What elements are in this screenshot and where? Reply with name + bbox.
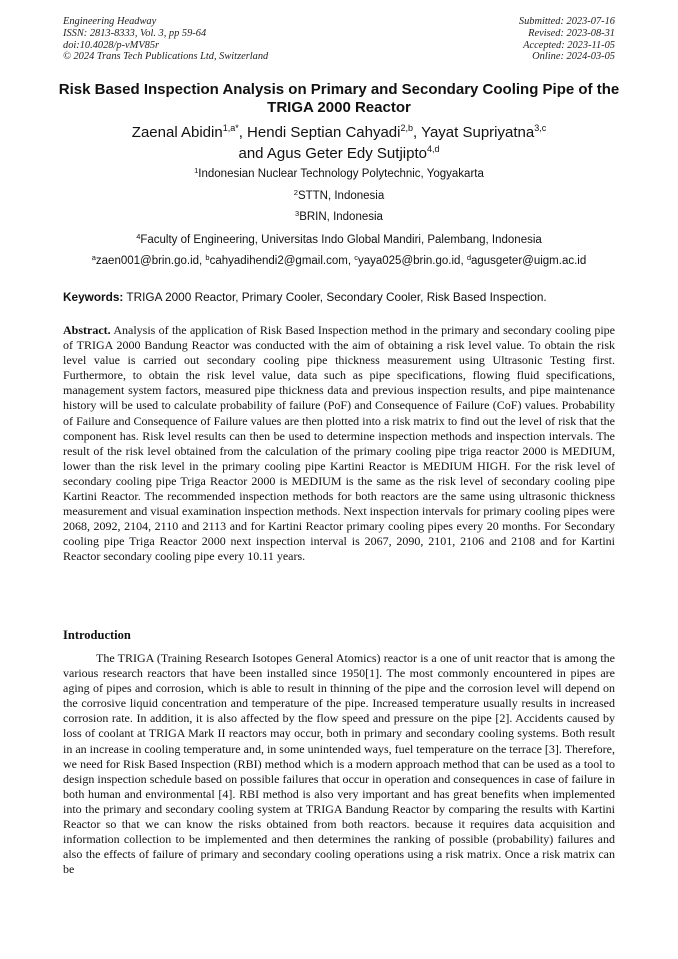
abstract [63, 323, 615, 565]
affiliation [40, 210, 638, 224]
keywords [63, 290, 623, 304]
abstract-label: Abstract. [63, 323, 111, 337]
publication-dates [519, 16, 615, 63]
affiliation-text: BRIN, Indonesia [299, 211, 383, 223]
author-name: Zaenal Abidin [131, 124, 223, 141]
journal-info [63, 16, 268, 63]
author-sup: 3,c [534, 123, 547, 133]
email-link[interactable]: zaen001@brin.go.id [95, 255, 200, 267]
affiliation-sup: 1 [194, 166, 199, 175]
email-link[interactable]: yaya025@brin.go.id [357, 255, 461, 267]
journal-issn: ISSN: 2813-8333, Vol. 3, pp 59-64 [63, 27, 207, 39]
author-emails: $^a$zaen001@brin.go.id, $^b$cahyadihendi2@gmail.com, $^c$yaya025@brin.go.id, $^d$agusgeter@uigm.ac.id [91, 253, 587, 267]
affiliation-text: STTN, Indonesia [297, 190, 385, 202]
affiliation [40, 233, 638, 247]
paper-title: Risk Based Inspection Analysis on Primary and Secondary Cooling Pipe of the TRIGA 2000 Reactor [58, 81, 620, 116]
email-sup: a [91, 253, 96, 262]
email-link[interactable]: agusgeter@uigm.ac.id [471, 255, 587, 267]
author-sep: and [238, 145, 267, 162]
affiliation [40, 189, 638, 203]
abstract-text: Analysis of the application of Risk Based Inspection method in the primary and secondary cooling pipe of TRIGA 2000 Bandung Reactor was conducted with the aim of obtaining a risk level value. To obtain the risk level value is carried out secondary cooling pipe thickness measurement using Ultrasonic Testing first. Furthermore, to obtain the risk level value, data such as pipe specifications, flowing fluid specifications, management system factors, measured pipe thickness data and previous inspection results, and pipe maintenance history will be used to calculate probability of failure (PoF) and Consequence of Failure (CoF) values. Probability of Failure and Consequence of Failure values are then plotted into a risk matrix to find out the level of risk that the component has. Risk level results can then be used to determine inspection methods and inspection intervals. The result of the risk level obtained from the calculation of the primary cooling pipe triga reactor 2000 is MEDIUM, lower than the risk level in the primary cooling pipe Kartini Reactor is MEDIUM HIGH. For the risk level of secondary cooling pipe Triga Reactor 2000 is MEDIUM is the same as the risk level of secondary cooling pipe Kartini Reactor. The recommended inspection methods for both reactors are the same using ultrasonic thickness measurement and visual examination inspection methods. Next inspection intervals for primary cooling pipes were 2068, 2092, 2104, 2110 and 2113 and for Kartini Reactor primary cooling pipes every 20 months. For Secondary cooling pipe Triga Reactor 2000 next inspection interval is 2067, 2090, 2101, 2106 and 2108 and for Kartini Reactor secondary cooling pipe every 10.11 years. [63, 323, 616, 564]
author-sep: , [238, 124, 248, 141]
email-sup: b [205, 253, 210, 262]
keywords-label: Keywords: [63, 290, 124, 304]
affiliation [40, 167, 638, 181]
affiliation-sup: 3 [295, 209, 300, 218]
date-accepted: Accepted: 2023-11-05 [523, 39, 615, 51]
affiliation-text: Indonesian Nuclear Technology Polytechnic, Yogyakarta [198, 168, 484, 180]
affiliation-sup: 2 [293, 188, 298, 197]
email-sup: c [354, 253, 358, 262]
author-sup: 4,d [426, 144, 440, 154]
journal-doi: doi:10.4028/p-vMV85r [63, 39, 160, 51]
affiliation-text: Faculty of Engineering, Universitas Indo Global Mandiri, Palembang, Indonesia [140, 234, 542, 246]
author-sup: 2,b [400, 123, 413, 133]
journal-copyright: © 2024 Trans Tech Publications Ltd, Switzerland [63, 51, 269, 63]
date-submitted: Submitted: 2023-07-16 [518, 16, 615, 27]
date-online: Online: 2024-03-05 [532, 51, 615, 63]
email-sup: d [466, 253, 471, 262]
author-name: Hendi Septian Cahyadi [247, 124, 401, 141]
section-heading-introduction: Introduction [63, 628, 131, 642]
introduction-paragraph: The TRIGA (Training Research Isotopes General Atomics) reactor is a one of unit reactor that is among the various research reactors that have been installed since 1950[1]. The most commonly encountered in pipes are aging of pipes and corrosion, which is able to result in thinning of the pipe and the corrosion level will depend on the corrosive liquid concentration and temperature of the pipe. Increased temperature usually results in increased corrosion rate. In addition, it is also affected by the flow speed and pressure on the pipe [2]. Accidents caused by loss of coolant at TRIGA Mark II reactors may occur, both in primary and secondary cooling systems. Both result in an increase in cooling temperature and, in some unintended ways, fuel temperature on the terrace [3]. Therefore, we need for Risk Based Inspection (RBI) method which is a modern approach method that can be used as a tool to design inspection schedule based on possible failures that occur in operation and consequences in case of failure in both human and environmental [4]. RBI method is also very important and has great benefits when implemented into the primary and secondary cooling system at TRIGA Bandung Reactor by comparing the results with Kartini Reactor so that we can know the risks obtained from both reactors. because it requires data acquisition and information collection to be implemented and then determines the ranking of possible (probability) failures and also the effects of failure of primary and secondary cooling operations using a risk matrix. Once a risk matrix can be [63, 651, 615, 877]
journal-name: Engineering Headway [63, 16, 157, 27]
keywords-text: TRIGA 2000 Reactor, Primary Cooler, Secondary Cooler, Risk Based Inspection. [126, 290, 547, 304]
author-name: Agus Geter Edy Sutjipto [266, 145, 427, 162]
date-revised: Revised: 2023-08-31 [528, 27, 615, 39]
author-name: Yayat Supriyatna [421, 124, 535, 141]
author-sup: 1,a* [222, 123, 239, 133]
author-sep: , [413, 124, 422, 141]
email-link[interactable]: cahyadihendi2@gmail.com [209, 255, 348, 267]
author-list [40, 122, 638, 164]
affiliation-sup: 4 [136, 232, 141, 241]
